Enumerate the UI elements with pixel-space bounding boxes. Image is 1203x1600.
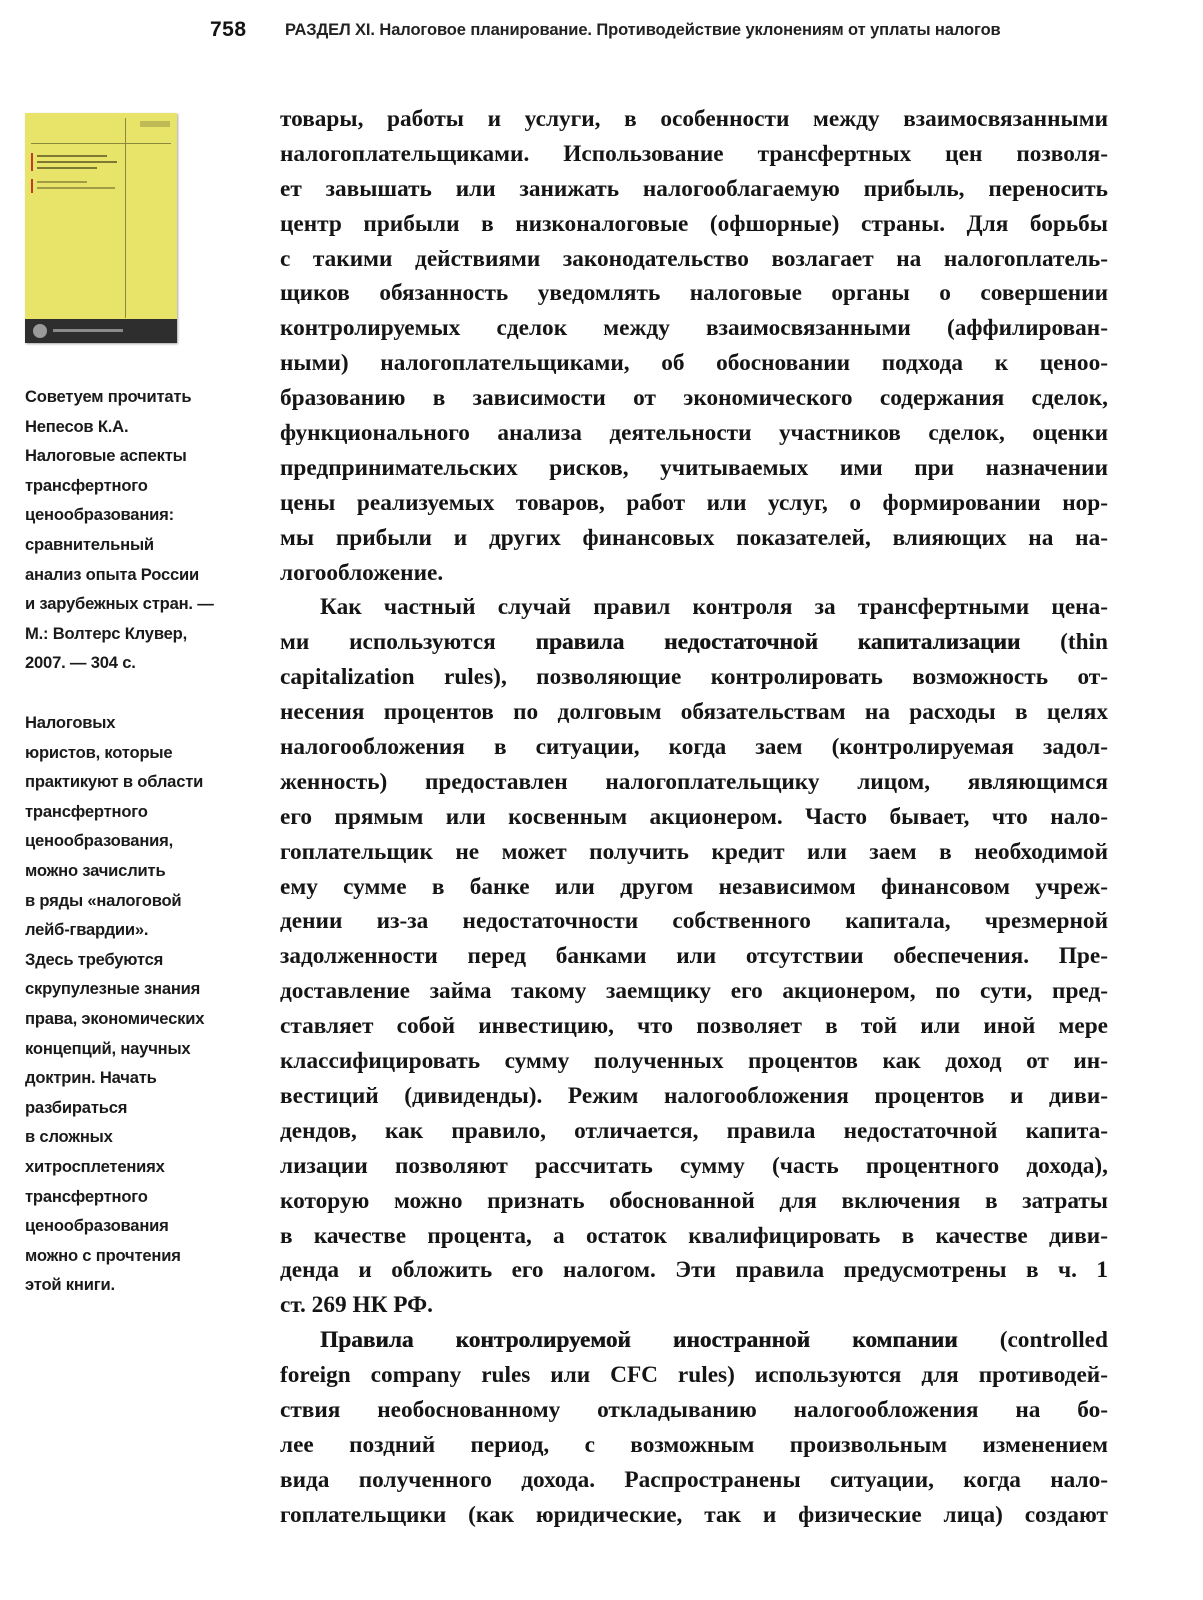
text-line: которую можно признать обоснованной для включения в затраты (280, 1187, 1108, 1214)
text-line: с такими действиями законодательство возлагает на налогоплатель- (280, 245, 1108, 272)
running-header (210, 18, 1110, 48)
text-line: его прямым или косвенным акционером. Часто бывает, что нало- (280, 803, 1108, 830)
publisher-logo-text (53, 329, 123, 332)
cover-horizontal-line (31, 143, 171, 144)
text-line: задолженности перед банками или отсутствии обеспечения. Пре- (280, 943, 1108, 970)
text-line: ставляет собой инвестицию, что позволяет в той или иной мере (280, 1013, 1108, 1040)
sidebar-line: права, экономических (25, 1008, 205, 1028)
text-line: функционального анализа деятельности участников сделок, оценки (280, 420, 1108, 447)
text-line: щиков обязанность уведомлять налоговые органы о совершении (280, 280, 1108, 307)
main-text (280, 102, 1108, 1533)
text-line: несения процентов по долговым обязательствам на расходы в целях (280, 699, 1108, 726)
text-line: налогоплательщиками. Использование трансфертных цен позволя- (280, 140, 1108, 167)
sidebar-line: лейб-гвардии». (25, 920, 149, 940)
sidebar-line: доктрин. Начать (25, 1068, 157, 1088)
text-line: классифицировать сумму полученных процентов как доход от ин- (280, 1048, 1108, 1075)
sidebar-line: ценообразования (25, 1216, 169, 1236)
sidebar-line: сравнительный (25, 534, 154, 554)
text-fragment: (controlled (957, 1327, 1108, 1354)
term-thin-capitalization: правила недостаточной капитализации (535, 629, 1021, 656)
text-line: центр прибыли в низконалоговые (офшорные) страны. Для борьбы (280, 210, 1108, 237)
text-line: товары, работы и услуги, в особенности между взаимосвязанными (280, 106, 1108, 132)
text-line: ему сумме в банке или другом независимом финансовом учреж- (280, 873, 1108, 900)
text-line: вестиций (дивиденды). Режим налогообложения процентов и диви- (280, 1082, 1108, 1109)
sidebar-line: этой книги. (25, 1275, 115, 1295)
section-title: РАЗДЕЛ XI. Налоговое планирование. Противодействие уклонениям от уплаты налогов (285, 21, 1001, 39)
text-fragment: (thin (1020, 629, 1108, 656)
book-cover-image (25, 113, 177, 343)
sidebar-line: в сложных (25, 1127, 113, 1147)
text-line: денда и обложить его налогом. Эти правила предусмотрены в ч. 1 (280, 1257, 1108, 1284)
text-line: предпринимательских рисков, учитываемых ими при назначении (280, 454, 1108, 481)
cover-accent-bar (31, 179, 33, 193)
sidebar-line: Советуем прочитать (25, 387, 192, 406)
sidebar-line: хитросплетениях (25, 1156, 165, 1176)
sidebar-note (25, 708, 257, 1300)
sidebar-line: 2007. — 304 с. (25, 653, 136, 673)
cover-publisher-band (25, 319, 177, 343)
text-line: дендов, как правило, отличается, правила недостаточной капита- (280, 1117, 1108, 1144)
text-line: ствия необоснованному откладыванию налогообложения на бо- (280, 1396, 1108, 1423)
paragraph-thin-capitalization (280, 590, 1108, 1323)
text-line: доставление займа такому заемщику его акционером, по сути, пред- (280, 978, 1108, 1005)
sidebar-line: можно зачислить (25, 860, 166, 880)
sidebar-line: ценообразования, (25, 831, 174, 851)
text-line: ными) налогоплательщиками, об обосновании подхода к ценоо- (280, 350, 1108, 377)
cover-top-label (140, 121, 170, 127)
cover-subtitle-line (37, 181, 87, 183)
text-line: вида полученного дохода. Распространены ситуации, когда нало- (280, 1466, 1108, 1493)
sidebar-line: юристов, которые (25, 742, 173, 762)
text-line: налогообложения в ситуации, когда заем (контролируемая задол- (280, 734, 1108, 761)
text-line: в качестве процента, а остаток квалифицировать в качестве диви- (280, 1222, 1108, 1249)
sidebar-recommendation (25, 382, 257, 678)
sidebar-line: Налоговые аспекты (25, 446, 187, 466)
text-line: foreign company rules или CFC rules) используются для противодей- (280, 1362, 1108, 1389)
text-line: capitalization rules), позволяющие контролировать возможность от- (280, 664, 1108, 691)
sidebar-line: скрупулезные знания (25, 979, 201, 999)
sidebar-line: Здесь требуются (25, 949, 164, 969)
text-line: контролируемых сделок между взаимосвязанными (аффилирован- (280, 315, 1108, 342)
term-cfc-rules: Правила контролируемой иностранной компании (320, 1327, 958, 1354)
text-line: лизации позволяют рассчитать сумму (часть процентного дохода), (280, 1152, 1108, 1179)
cover-title-line (37, 155, 107, 157)
sidebar-line: концепций, научных (25, 1038, 191, 1058)
text-line: бразованию в зависимости от экономического содержания сделок, (280, 385, 1108, 412)
text-line: мы прибыли и других финансовых показателей, влияющих на на- (280, 524, 1108, 551)
text-line: гоплательщики (как юридические, так и физические лица) создают (280, 1501, 1108, 1528)
publisher-logo-icon (33, 324, 47, 338)
text-line: лее поздний период, с возможным произвольным изменением (280, 1431, 1108, 1458)
text-line: гоплательщик не может получить кредит или заем в необходимой (280, 838, 1108, 865)
paragraph-transfer-pricing (280, 102, 1108, 590)
sidebar-line: Налоговых (25, 713, 116, 732)
sidebar-line: анализ опыта России (25, 564, 200, 584)
text-line: ст. 269 НК РФ. (280, 1292, 433, 1319)
page-number: 758 (210, 18, 247, 41)
text-line: логообложение. (280, 559, 444, 586)
text-line: женность) предоставлен налогоплательщику лицом, являющимся (280, 768, 1108, 795)
sidebar-line: М.: Волтерс Клувер, (25, 623, 187, 643)
paragraph-cfc-rules (280, 1323, 1108, 1532)
text-line: дении из-за недостаточности собственного капитала, чрезмерной (280, 908, 1108, 935)
sidebar-line: трансфертного (25, 1186, 148, 1206)
text-line: Как частный случай правил контроля за трансфертными цена- (320, 594, 1108, 621)
text-fragment: ми используются (280, 629, 536, 656)
sidebar-line: трансфертного (25, 475, 148, 495)
sidebar-line: можно с прочтения (25, 1245, 181, 1265)
text-line: цены реализуемых товаров, работ или услуг, о формировании нор- (280, 489, 1108, 516)
cover-vertical-line (125, 118, 126, 318)
sidebar-line: и зарубежных стран. — (25, 594, 214, 614)
sidebar-line: трансфертного (25, 801, 148, 821)
text-line (280, 625, 1108, 660)
text-line (280, 1323, 1108, 1358)
sidebar-line: практикуют в области (25, 772, 204, 792)
sidebar-line: Непесов К.А. (25, 416, 129, 436)
sidebar-line: ценообразования: (25, 505, 174, 525)
sidebar-line: разбираться (25, 1097, 128, 1117)
cover-title-line (37, 167, 97, 169)
text-line: ет завышать или занижать налогооблагаемую прибыль, переносить (280, 175, 1108, 202)
cover-accent-bar (31, 153, 33, 171)
cover-subtitle-line (37, 187, 115, 189)
cover-title-line (37, 161, 117, 163)
sidebar-line: в ряды «налоговой (25, 890, 182, 910)
